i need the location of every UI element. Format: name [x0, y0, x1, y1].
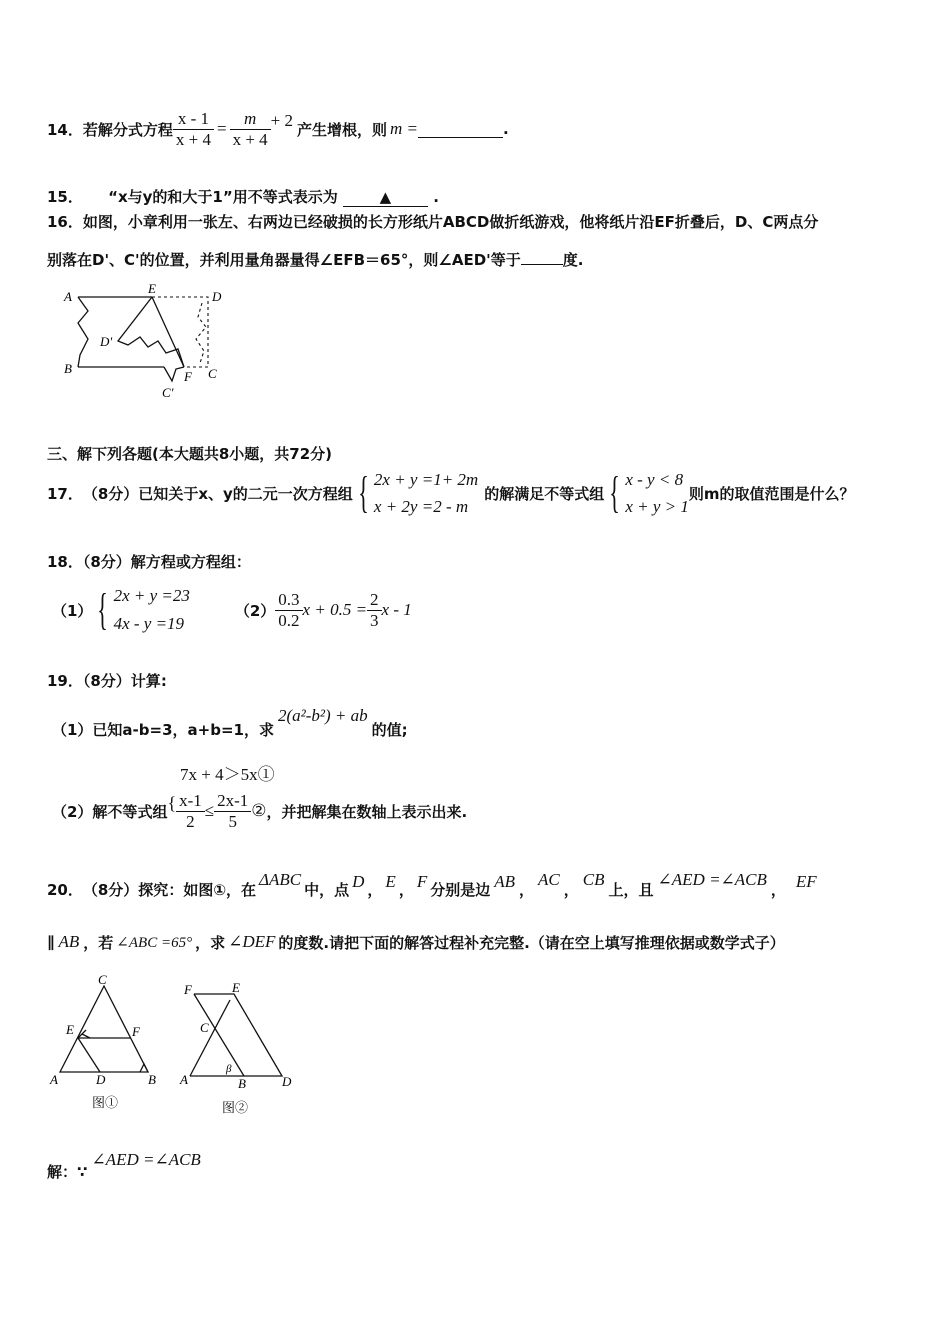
q14: 14． 若解分式方程 $\frac{x - 1}{x + 4}$ = $\frac{m}{x + 4}$ + 2 产生增根，则 m = .	[47, 108, 509, 149]
fig16-fold-ef	[152, 297, 184, 367]
label-B: B	[64, 361, 72, 376]
q17-equation-system: 2x + y =1+ 2m x + 2y =2 - m	[373, 470, 479, 516]
fig2-label-A: A	[180, 1072, 188, 1087]
q16-folding-figure	[60, 283, 235, 403]
label-D-prime: D'	[100, 334, 113, 349]
q16-answer-blank[interactable]	[521, 250, 563, 265]
triangle-mark-icon: ▲	[379, 188, 392, 206]
label-E: E	[148, 283, 156, 296]
q15: 15． “x与y的和大于1”用不等式表示为 ▲ .	[47, 188, 439, 206]
label-C-prime: C'	[162, 385, 174, 400]
fig2-label-beta: β	[226, 1063, 232, 1075]
q19-fraction-1: $\frac{x-1}{2}$	[176, 791, 205, 832]
q19-brace: {	[167, 792, 177, 813]
fig1-label-F: F	[132, 1024, 140, 1039]
fig1-label-A: A	[50, 1072, 58, 1087]
q20-number: 20．	[47, 881, 83, 899]
fig2-segment-a-e	[190, 1000, 230, 1076]
q18-fraction-1: $\frac{0.3}{0.2}$	[275, 590, 302, 631]
fig16-dashed-torn	[196, 303, 206, 363]
q17: 17． （8分）已知关于x、y的二元一次方程组 { 2x + y =1+ 2m x + 2y =2 - m 的解满足不等式组 { x - y < 8 x + y > 1 则m的取值范围是什么？	[47, 466, 855, 520]
fig16-point-c-prime	[164, 367, 184, 381]
q20-figure-1	[48, 972, 168, 1090]
q18-part-1-system: 2x + y =23 4x - y =19	[113, 586, 190, 633]
fig1-label-D: D	[96, 1072, 106, 1087]
q20-figure-1-caption: 图①	[92, 1095, 119, 1110]
q16-line-2: 别落在D'、C'的位置，并利用量角器量得∠EFB＝65°，则∠AED'等于 度.	[47, 251, 584, 269]
q14-number: 14．	[47, 120, 83, 139]
fig1-segment-ed	[78, 1038, 100, 1072]
fig1-angle-mark-b	[140, 1064, 148, 1072]
fig1-label-C: C	[98, 972, 107, 987]
fig2-label-D: D	[282, 1074, 292, 1089]
q19-fraction-2: $\frac{2x-1}{5}$	[214, 791, 251, 832]
q17-inequality-system: x - y < 8 x + y > 1	[625, 470, 689, 516]
fig2-segment-f-b	[194, 994, 244, 1076]
q18-heading: 18．（8分）解方程或方程组：	[47, 553, 251, 571]
q14-text: 若解分式方程	[82, 120, 173, 139]
q18-number: 18．	[47, 553, 83, 571]
q20-line-1: 20． （8分）探究：如图①，在 ΔABC 中，点 D ， E ， F 分别是边 AB ， AC ， CB 上，且 ∠AED =∠ACB ， EF	[47, 870, 817, 899]
label-C: C	[208, 366, 217, 381]
q18-parts: （1） { 2x + y =23 4x - y =19 （2） $\frac{0.3}{0.2}$ x + 0.5 = $\frac{2}{3}$ x - 1	[52, 582, 412, 638]
q15-answer-blank[interactable]	[343, 188, 428, 207]
label-A: A	[64, 289, 72, 304]
fig2-label-F: F	[184, 982, 192, 997]
q18-fraction-2: $\frac{2}{3}$	[367, 590, 382, 631]
q16-line-1: 16．如图，小章利用一张左、右两边已经破损的长方形纸片ABCD做折纸游戏，他将纸片沿EF折叠后，D、C两点分	[47, 213, 819, 231]
q20-line-2: ∥ AB ，若 ∠ABC =65° ，求 ∠DEF 的度数.请把下面的解答过程补充完整.（请在空上填写推理依据或数学式子）	[47, 932, 785, 952]
q18-brace: {	[97, 585, 109, 634]
fig16-torn-left	[78, 297, 88, 367]
q19-number: 19．	[47, 672, 83, 690]
q14-fraction-2: $\frac{m}{x + 4}$	[230, 109, 271, 150]
q15-text: “x与y的和大于1”用不等式表示为	[108, 188, 338, 206]
q18-part-2-label: （2）	[234, 601, 276, 620]
q17-brace-2: {	[609, 468, 621, 517]
q18-part-1-label: （1）	[52, 601, 93, 620]
q16-number: 16．	[47, 213, 83, 231]
q19-inequality-1: 7x + 4＞5x①	[180, 765, 275, 784]
fig16-folded-edge	[118, 297, 184, 367]
q14-fraction-1: $\frac{x - 1}{x + 4}$	[173, 109, 214, 150]
section-3-heading: 三、解下列各题(本大题共8小题，共72分)	[47, 445, 333, 463]
q19-part-1: （1）已知a-b=3，a+b=1，求 2(a²-b²) + ab 的值;	[52, 706, 408, 739]
q17-number: 17．	[47, 484, 83, 503]
q15-number: 15．	[47, 188, 83, 206]
fig1-label-E: E	[66, 1022, 74, 1037]
fig2-label-C: C	[200, 1020, 209, 1035]
fig2-label-E: E	[232, 980, 240, 995]
q20-figure-2-caption: 图②	[222, 1100, 249, 1115]
q20-solution: 解：∵ ∠AED =∠ACB	[47, 1150, 201, 1181]
q19-heading: 19．（8分）计算:	[47, 672, 167, 690]
label-F: F	[184, 369, 192, 384]
q14-answer-blank[interactable]	[418, 121, 503, 138]
q14-text-2: 产生增根，则	[297, 120, 388, 139]
label-D: D	[212, 289, 222, 304]
q17-brace-1: {	[358, 468, 369, 517]
fig1-label-B: B	[148, 1072, 156, 1087]
fig2-label-B: B	[238, 1076, 246, 1090]
q19-expression: 2(a²-b²) + ab	[277, 706, 368, 725]
q20-figure-2	[178, 980, 300, 1090]
q19-part-2: （2）解不等式组 { $\frac{x-1}{2}$ ≤ $\frac{2x-1}{5}$ ② ，并把解集在数轴上表示出来.	[52, 790, 468, 831]
